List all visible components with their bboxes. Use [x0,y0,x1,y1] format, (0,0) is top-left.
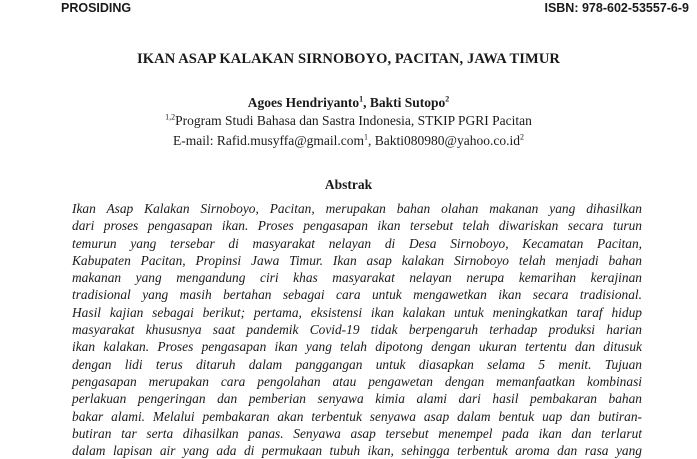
author-affiliation-marker: 2 [445,94,450,104]
author-line [0,95,697,111]
affiliation-marker: 1,2 [165,112,176,122]
abstract-line: makanan yang mengandung ciri khas masyarakat nelayan nerupa kemarihan kerajinan [72,270,642,286]
author-affiliation-marker: 1 [359,94,364,104]
author-name: Bakti Sutopo [369,95,446,110]
abstract-line: tradisional yang masih bertahan sebagai cara untuk mengawetkan ikan secara tradisional. [72,287,642,303]
affiliation-line [0,113,697,129]
abstract-line: Hasil kajian sebagai berikut; pertama, eksistensi ikan kalakan untuk meningkatkan taraf hidup [72,304,642,320]
abstract-line: pengasapan merupakan cara pengolahan atau pengawetan dengan memanfaatkan kombinasi [72,373,642,389]
email-marker: 2 [519,132,524,142]
abstract-line: Ikan Asap Kalakan Sirnoboyo, Pacitan, merupakan bahan olahan makanan yang dihasilkan [72,201,642,216]
author-name: Agoes Hendriyanto [247,95,360,110]
abstract-heading: Abstrak [324,177,373,192]
abstract-line: dengan lidi terus ditaruh dalam panggangan untuk diasapkan selama 5 menit. Tujuan [72,356,642,372]
email-text: E-mail: Rafid.musyffa@gmail.com [173,133,365,148]
abstract-line: ikan kalakan. Proses pengasapan ikan yang telah dipotong dengan ukuran tertentu dan ditusuk [72,339,642,355]
header-proceedings-label: PROSIDING [61,1,132,15]
abstract-line: temurun yang tersebar di masyarakat nelayan di Desa Sirnoboyo, Kecamatan Pacitan, [72,235,642,251]
email-text: , Bakti080980@yahoo.co.id [368,133,520,148]
header-isbn: ISBN: 978-602-53557-6-9 [544,1,689,15]
affiliation-text: Program Studi Bahasa dan Sastra Indonesia, STKIP PGRI Pacitan [175,113,532,128]
email-marker: 1 [364,132,369,142]
abstract-line: Kabupaten Pacitan, Propinsi Jawa Timur. Ikan asap kalakan Sirnoboyo telah menjadi bahan [72,252,642,268]
email-line [0,133,697,149]
abstract-body [72,200,642,459]
abstract-line: dari proses pengasapan ikan. Proses pengasapan ikan tersebut telah diwariskan secara turun [72,218,642,234]
abstract-line: dalam lapisan air yang ada di permukaan tubuh ikan, sehingga terbentuk aroma dan rasa yang [72,443,642,459]
abstract-line: perlakuan pengeringan dan pemberian senyawa kimia alami dari hasil pembakaran bahan [72,391,642,407]
author-separator: , [363,95,370,110]
paper-title: IKAN ASAP KALAKAN SIRNOBOYO, PACITAN, JAWA TIMUR [137,51,560,67]
abstract-line: butiran tar serta dihasilkan panas. Senyawa asap tersebut menempel pada ikan dan terlarut [72,425,642,441]
abstract-line: bakar alami. Melalui pembakaran akan terbentuk senyawa asap dalam bentuk uap dan butiran- [72,408,642,424]
running-header [0,0,697,18]
abstract-line: masyarakat khususnya saat pandemik Covid-19 tidak berpengaruh terhadap produksi harian [72,322,642,338]
